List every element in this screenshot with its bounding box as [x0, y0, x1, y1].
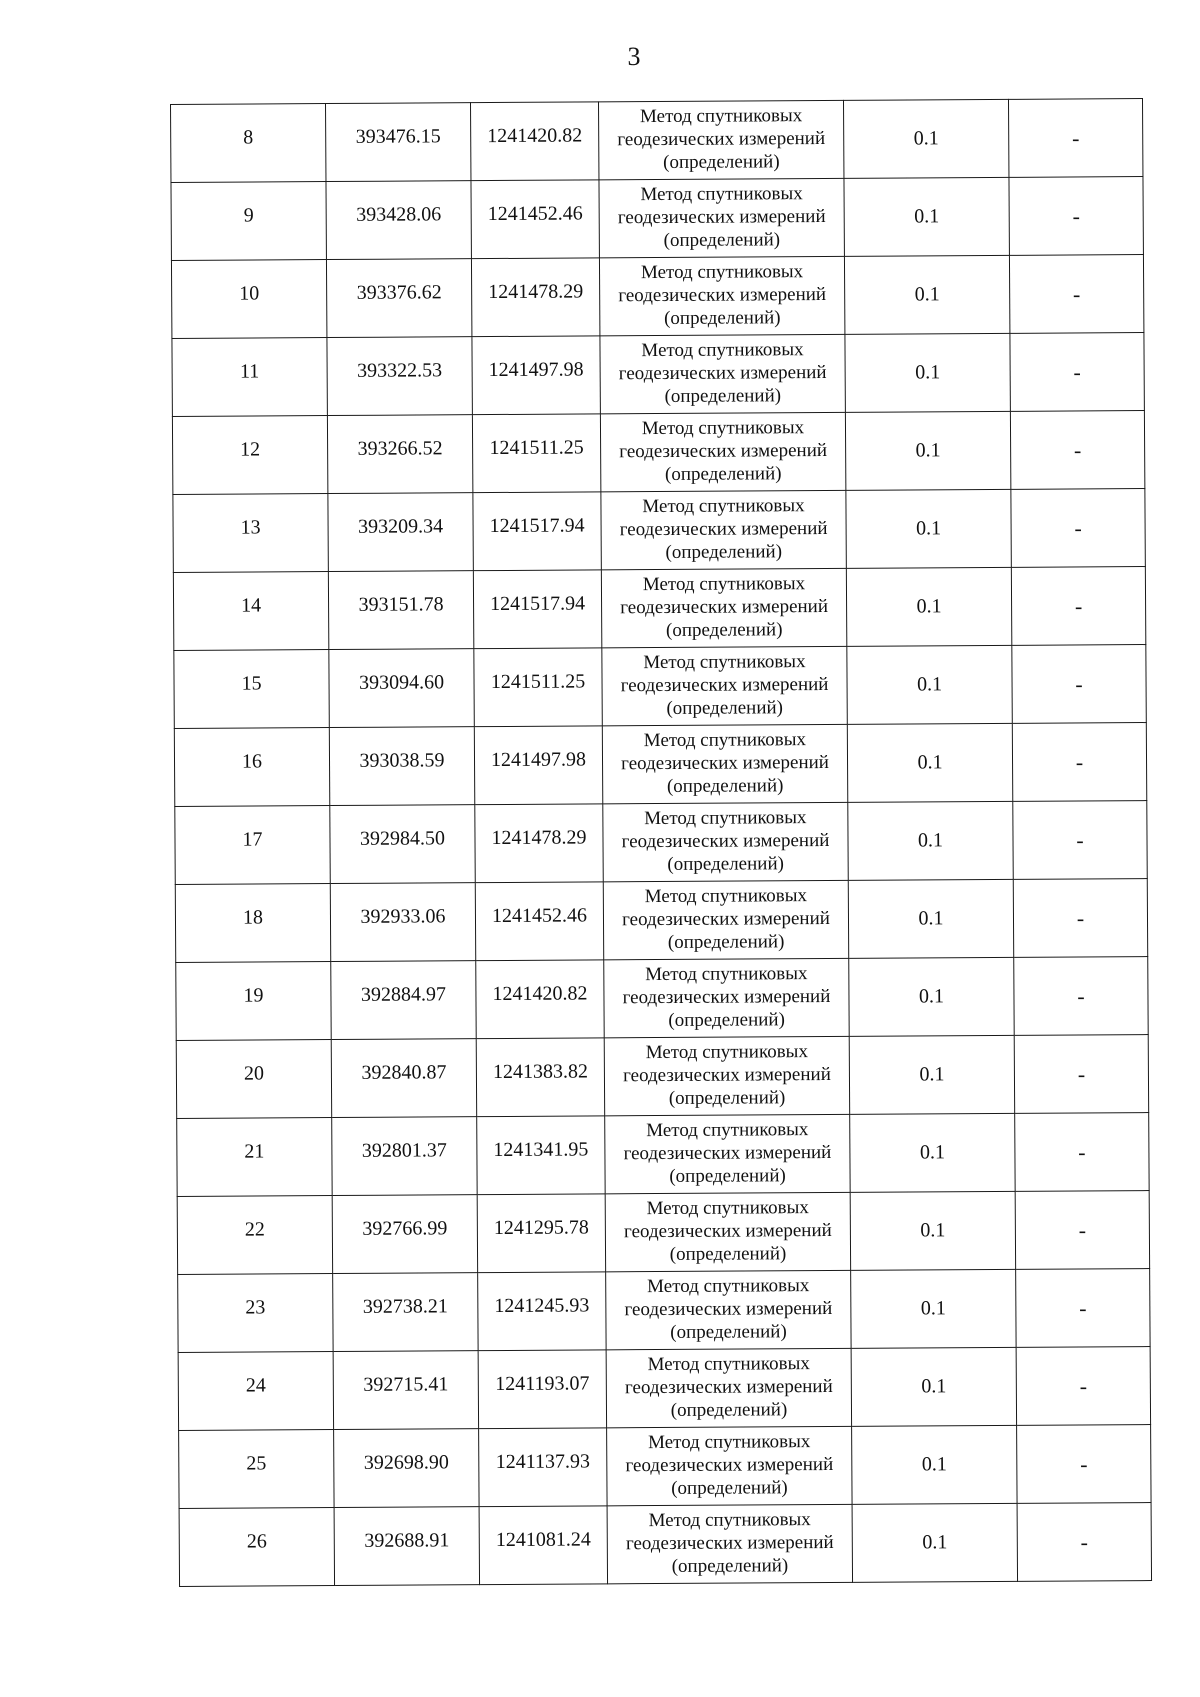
note-cell: - [1012, 723, 1146, 802]
point-number-cell: 16 [174, 728, 329, 807]
point-number-cell: 18 [175, 884, 330, 963]
y-coordinate-cell: 1241383.82 [476, 1038, 604, 1117]
point-number-cell: 19 [176, 962, 331, 1041]
accuracy-cell: 0.1 [847, 723, 1012, 802]
note-cell: - [1015, 1113, 1149, 1192]
accuracy-cell: 0.1 [848, 801, 1013, 880]
note-cell: - [1009, 177, 1143, 256]
point-number-cell: 25 [179, 1430, 334, 1509]
point-number-cell: 22 [177, 1196, 332, 1275]
table-row [172, 333, 1144, 417]
note-cell: - [1014, 957, 1148, 1036]
method-cell: Метод спутниковых геодезических измерений (определений) [604, 958, 849, 1037]
x-coordinate-cell: 393476.15 [326, 103, 471, 182]
note-cell: - [1014, 1035, 1148, 1114]
x-coordinate-cell: 393038.59 [329, 727, 474, 806]
x-coordinate-cell: 392698.90 [334, 1429, 479, 1508]
accuracy-cell: 0.1 [847, 645, 1012, 724]
table-row [171, 99, 1143, 183]
method-cell: Метод спутниковых геодезических измерений (определений) [603, 802, 848, 881]
accuracy-cell: 0.1 [851, 1269, 1016, 1348]
method-cell: Метод спутниковых геодезических измерений (определений) [602, 724, 847, 803]
method-cell: Метод спутниковых геодезических измерений (определений) [600, 334, 845, 413]
note-cell: - [1011, 567, 1145, 646]
y-coordinate-cell: 1241497.98 [472, 336, 600, 415]
x-coordinate-cell: 392884.97 [331, 961, 476, 1040]
y-coordinate-cell: 1241478.29 [475, 804, 603, 883]
point-number-cell: 10 [171, 260, 326, 339]
method-cell: Метод спутниковых геодезических измерений (определений) [602, 646, 847, 725]
y-coordinate-cell: 1241517.94 [473, 492, 601, 571]
accuracy-cell: 0.1 [848, 879, 1013, 958]
point-number-cell: 15 [174, 650, 329, 729]
accuracy-cell: 0.1 [845, 333, 1010, 412]
x-coordinate-cell: 392766.99 [332, 1195, 477, 1274]
x-coordinate-cell: 392933.06 [330, 883, 475, 962]
accuracy-cell: 0.1 [852, 1425, 1017, 1504]
accuracy-cell: 0.1 [844, 177, 1009, 256]
table-row [175, 879, 1147, 963]
table-row [174, 645, 1146, 729]
y-coordinate-cell: 1241341.95 [477, 1116, 605, 1195]
method-cell: Метод спутниковых геодезических измерений (определений) [607, 1426, 852, 1505]
accuracy-cell: 0.1 [849, 957, 1014, 1036]
table-row [171, 255, 1143, 339]
page-number: 3 [627, 42, 641, 71]
accuracy-cell: 0.1 [850, 1191, 1015, 1270]
table-row [179, 1503, 1151, 1587]
accuracy-cell: 0.1 [852, 1503, 1017, 1582]
method-cell: Метод спутниковых геодезических измерений (определений) [607, 1504, 852, 1583]
coordinates-table-body [171, 99, 1152, 1587]
table-row [171, 177, 1143, 261]
note-cell: - [1008, 99, 1142, 178]
note-cell: - [1017, 1425, 1151, 1504]
y-coordinate-cell: 1241452.46 [475, 882, 603, 961]
method-cell: Метод спутниковых геодезических измерений (определений) [601, 490, 846, 569]
method-cell: Метод спутниковых геодезических измерений (определений) [599, 256, 844, 335]
y-coordinate-cell: 1241193.07 [478, 1350, 606, 1429]
accuracy-cell: 0.1 [846, 489, 1011, 568]
table-row [176, 957, 1148, 1041]
note-cell: - [1013, 801, 1147, 880]
note-cell: - [1016, 1269, 1150, 1348]
x-coordinate-cell: 393266.52 [327, 415, 472, 494]
point-number-cell: 11 [172, 338, 327, 417]
note-cell: - [1016, 1347, 1150, 1426]
method-cell: Метод спутниковых геодезических измерений (определений) [606, 1348, 851, 1427]
accuracy-cell: 0.1 [851, 1347, 1016, 1426]
table-row [177, 1191, 1149, 1275]
point-number-cell: 24 [178, 1352, 333, 1431]
point-number-cell: 23 [178, 1274, 333, 1353]
table-row [172, 411, 1144, 495]
y-coordinate-cell: 1241137.93 [479, 1428, 607, 1507]
x-coordinate-cell: 392738.21 [333, 1273, 478, 1352]
y-coordinate-cell: 1241420.82 [476, 960, 604, 1039]
note-cell: - [1011, 489, 1145, 568]
y-coordinate-cell: 1241452.46 [471, 180, 599, 259]
x-coordinate-cell: 392984.50 [330, 805, 475, 884]
accuracy-cell: 0.1 [849, 1035, 1014, 1114]
y-coordinate-cell: 1241497.98 [474, 726, 602, 805]
x-coordinate-cell: 393209.34 [328, 493, 473, 572]
method-cell: Метод спутниковых геодезических измерений (определений) [605, 1114, 850, 1193]
accuracy-cell: 0.1 [843, 99, 1008, 178]
note-cell: - [1010, 333, 1144, 412]
point-number-cell: 9 [171, 182, 326, 261]
x-coordinate-cell: 392840.87 [331, 1039, 476, 1118]
point-number-cell: 8 [171, 104, 326, 183]
table-row [175, 801, 1147, 885]
note-cell: - [1013, 879, 1147, 958]
x-coordinate-cell: 393322.53 [327, 337, 472, 416]
y-coordinate-cell: 1241517.94 [473, 570, 601, 649]
accuracy-cell: 0.1 [845, 411, 1010, 490]
method-cell: Метод спутниковых геодезических измерений (определений) [600, 412, 845, 491]
x-coordinate-cell: 392715.41 [333, 1351, 478, 1430]
y-coordinate-cell: 1241511.25 [472, 414, 600, 493]
method-cell: Метод спутниковых геодезических измерений (определений) [598, 100, 843, 179]
method-cell: Метод спутниковых геодезических измерений (определений) [599, 178, 844, 257]
point-number-cell: 26 [179, 1508, 334, 1587]
note-cell: - [1015, 1191, 1149, 1270]
note-cell: - [1010, 411, 1144, 490]
accuracy-cell: 0.1 [850, 1113, 1015, 1192]
method-cell: Метод спутниковых геодезических измерений (определений) [601, 568, 846, 647]
note-cell: - [1009, 255, 1143, 334]
table-row [173, 489, 1145, 573]
table-row [178, 1347, 1150, 1431]
x-coordinate-cell: 392688.91 [334, 1507, 479, 1586]
point-number-cell: 14 [173, 572, 328, 651]
method-cell: Метод спутниковых геодезических измерений (определений) [605, 1192, 850, 1271]
table-row [179, 1425, 1151, 1509]
table-row [178, 1269, 1150, 1353]
table-row [176, 1035, 1148, 1119]
y-coordinate-cell: 1241081.24 [479, 1506, 607, 1585]
method-cell: Метод спутниковых геодезических измерений (определений) [604, 1036, 849, 1115]
x-coordinate-cell: 392801.37 [332, 1117, 477, 1196]
point-number-cell: 17 [175, 806, 330, 885]
note-cell: - [1012, 645, 1146, 724]
point-number-cell: 13 [173, 494, 328, 573]
x-coordinate-cell: 393428.06 [326, 181, 471, 260]
coordinates-table [170, 98, 1152, 1587]
table-row [177, 1113, 1149, 1197]
point-number-cell: 21 [177, 1118, 332, 1197]
y-coordinate-cell: 1241511.25 [474, 648, 602, 727]
accuracy-cell: 0.1 [846, 567, 1011, 646]
point-number-cell: 12 [172, 416, 327, 495]
table-row [174, 723, 1146, 807]
x-coordinate-cell: 393094.60 [329, 649, 474, 728]
y-coordinate-cell: 1241295.78 [477, 1194, 605, 1273]
y-coordinate-cell: 1241478.29 [471, 258, 599, 337]
y-coordinate-cell: 1241245.93 [478, 1272, 606, 1351]
note-cell: - [1017, 1503, 1151, 1582]
method-cell: Метод спутниковых геодезических измерений (определений) [606, 1270, 851, 1349]
y-coordinate-cell: 1241420.82 [470, 102, 598, 181]
method-cell: Метод спутниковых геодезических измерений (определений) [603, 880, 848, 959]
x-coordinate-cell: 393376.62 [326, 259, 471, 338]
x-coordinate-cell: 393151.78 [328, 571, 473, 650]
table-row [173, 567, 1145, 651]
point-number-cell: 20 [176, 1040, 331, 1119]
accuracy-cell: 0.1 [844, 255, 1009, 334]
